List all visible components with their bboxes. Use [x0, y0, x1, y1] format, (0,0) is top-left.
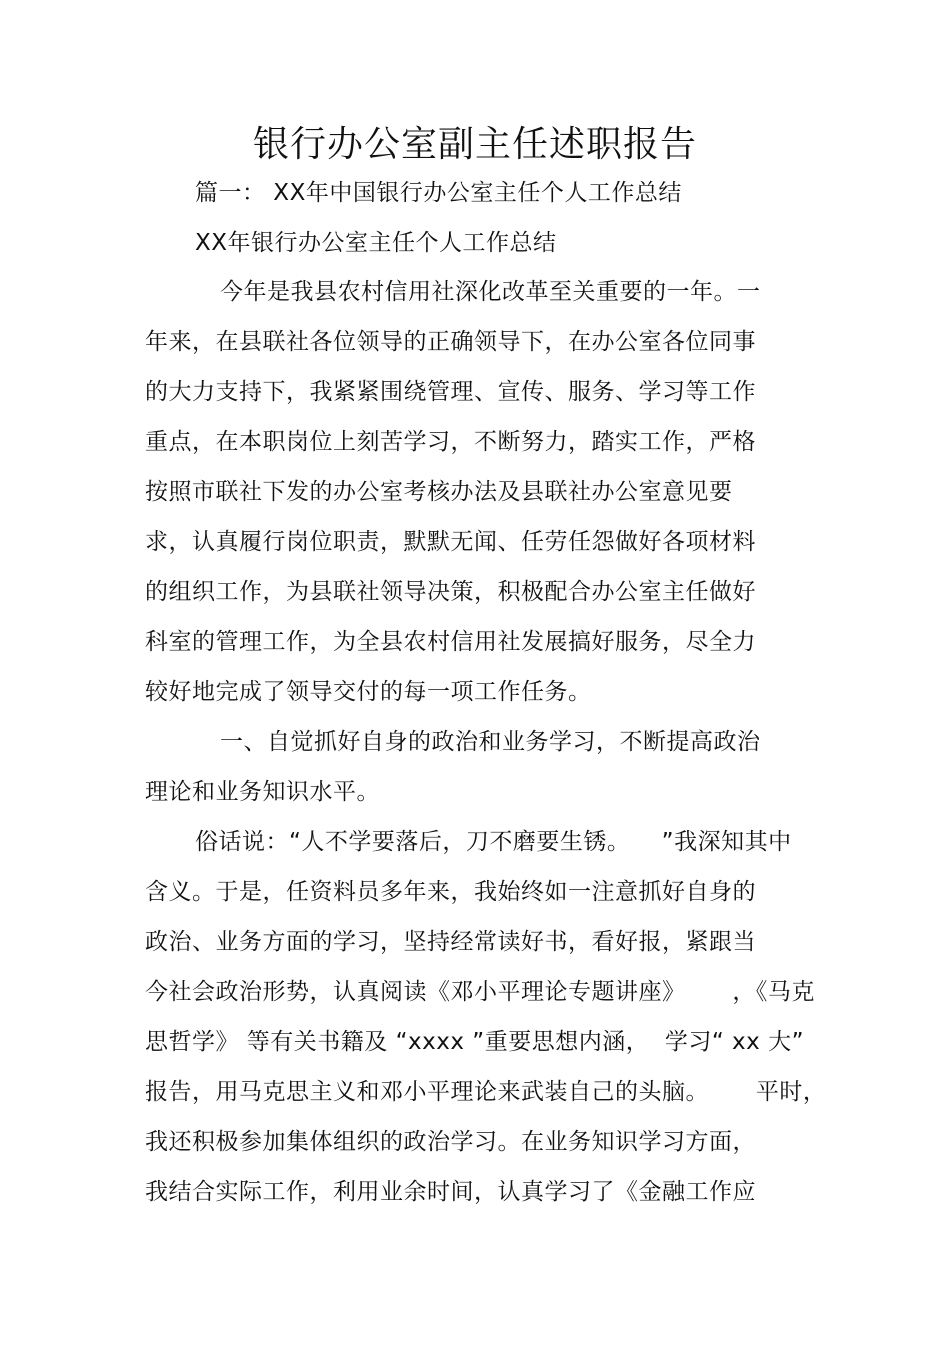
- paragraph-1-line: 今年是我县农村信用社深化改革至关重要的一年。一: [220, 279, 761, 305]
- paragraph-1-line: 按照市联社下发的办公室考核办法及县联社办公室意见要: [145, 479, 733, 505]
- paragraph-1-line: 科室的管理工作，为全县农村信用社发展搞好服务，尽全力: [145, 629, 756, 655]
- paragraph-2-line: 政治、业务方面的学习，坚持经常读好书，看好报，紧跟当: [145, 929, 756, 955]
- subtitle-1: 篇一： XX年中国银行办公室主任个人工作总结: [195, 180, 682, 206]
- paragraph-1-line: 重点，在本职岗位上刻苦学习，不断努力，踏实工作，严格: [145, 429, 756, 455]
- paragraph-2-line: 俗话说：“人不学要落后，刀不磨要生锈。 ”我深知其中: [195, 829, 792, 855]
- paragraph-1-line: 的大力支持下，我紧紧围绕管理、宣传、服务、学习等工作: [145, 379, 756, 405]
- section-heading-line: 理论和业务知识水平。: [145, 779, 380, 805]
- paragraph-2-line: 今社会政治形势，认真阅读《邓小平理论专题讲座》 ，《马克: [145, 979, 815, 1005]
- paragraph-2-line: 思哲学》 等有关书籍及 “xxxx ”重要思想内涵， 学习“ xx 大”: [145, 1029, 805, 1055]
- paragraph-1-line: 年来，在县联社各位领导的正确领导下，在办公室各位同事: [145, 329, 756, 355]
- paragraph-2-line: 我还积极参加集体组织的政治学习。在业务知识学习方面，: [145, 1129, 756, 1155]
- subtitle-2: XX年银行办公室主任个人工作总结: [195, 230, 557, 256]
- paragraph-1-line: 的组织工作，为县联社领导决策，积极配合办公室主任做好: [145, 579, 756, 605]
- paragraph-2-line: 含义。于是，任资料员多年来，我始终如一注意抓好自身的: [145, 879, 756, 905]
- section-heading-line: 一、自觉抓好自身的政治和业务学习，不断提高政治: [220, 729, 761, 755]
- paragraph-1-line: 求，认真履行岗位职责，默默无闻、任劳任怨做好各项材料: [145, 529, 756, 555]
- document-title: 银行办公室副主任述职报告: [252, 124, 697, 165]
- paragraph-2-line: 报告，用马克思主义和邓小平理论来武装自己的头脑。 平时，: [145, 1079, 827, 1105]
- paragraph-2-line: 我结合实际工作，利用业余时间，认真学习了《金融工作应: [145, 1179, 756, 1205]
- paragraph-1-line: 较好地完成了领导交付的每一项工作任务。: [145, 679, 592, 705]
